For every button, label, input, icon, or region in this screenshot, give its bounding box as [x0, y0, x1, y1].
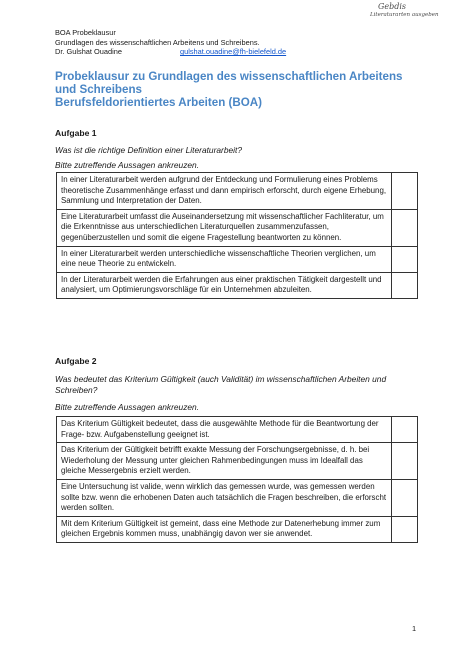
aufgabe-1-answer-table	[56, 172, 418, 299]
handwritten-note	[370, 3, 474, 18]
answer-text: Eine Untersuchung ist valide, wenn wirklich das gemessen wurde, was gemessen werden sollte bzw. wenn die erhobenen Daten auch tatsächlich die Fragen beschreiben, die erforscht werden sollten.	[57, 479, 392, 516]
answer-checkbox[interactable]	[392, 443, 418, 480]
answer-text: Eine Literaturarbeit umfasst die Auseinandersetzung mit wissenschaftlicher Fachliteratur, um die Erkenntnisse aus unterschiedlichen Literaturquellen zusammenzufassen, gegenüberzustellen und somit die eigene Fragestellung beantworten zu können.	[57, 209, 392, 246]
answer-row	[57, 246, 418, 272]
subject-line: Grundlagen des wissenschaftlichen Arbeitens und Schreibens.	[55, 37, 260, 47]
answer-checkbox[interactable]	[392, 516, 418, 542]
aufgabe-1-question: Was ist die richtige Definition einer Literaturarbeit?	[55, 145, 242, 155]
aufgabe-2-question: Was bedeutet das Kriterium Gültigkeit (auch Validität) im wissenschaftlichen Arbeiten und Schreiben?	[55, 374, 387, 396]
lecturer-row	[55, 47, 287, 57]
aufgabe-1-heading: Aufgabe 1	[55, 128, 97, 138]
answer-text: Das Kriterium der Gültigkeit betrifft exakte Messung der Forschungsergebnisse, d. h. bei Wiederholung der Messung unter gleichen Rahmenbedingungen muss im Idealfall das gleiche Messergebnis erzielt werden.	[57, 443, 392, 480]
answer-checkbox[interactable]	[392, 246, 418, 272]
page-number: 1	[412, 624, 417, 633]
answer-row	[57, 479, 418, 516]
handwritten-note-line-1: Gebdis	[378, 2, 407, 11]
course-name: BOA Probeklausur	[55, 28, 116, 37]
lecturer-name: Dr. Gulshat Ouadine	[55, 47, 122, 57]
aufgabe-2-instruction: Bitte zutreffende Aussagen ankreuzen.	[55, 402, 200, 412]
sub-title: Berufsfeldorientiertes Arbeiten (BOA)	[55, 96, 263, 110]
aufgabe-1-instruction: Bitte zutreffende Aussagen ankreuzen.	[55, 160, 200, 170]
answer-text: Mit dem Kriterium Gültigkeit ist gemeint, dass eine Methode zur Datenerhebung immer zum gleichen Ergebnis kommen muss, unabhängig davon wer sie anwendet.	[57, 516, 392, 542]
answer-text: In einer Literaturarbeit werden unterschiedliche wissenschaftliche Theorien verglichen, um eine neue Theorie zu entwickeln.	[57, 246, 392, 272]
aufgabe-2-heading: Aufgabe 2	[55, 356, 97, 366]
answer-checkbox[interactable]	[392, 479, 418, 516]
document-header	[55, 28, 287, 57]
answer-checkbox[interactable]	[392, 173, 418, 210]
answer-text: In einer Literaturarbeit werden aufgrund der Entdeckung und Formulierung eines Problems theoretische Zusammenhänge erfasst und dann empirisch erforscht, durch eigene Erhebung, Sammlung und Interpretation der Daten.	[57, 173, 392, 210]
answer-row	[57, 516, 418, 542]
answer-row	[57, 173, 418, 210]
answer-text: In der Literaturarbeit werden die Erfahrungen aus einer praktischen Tätigkeit dargestellt und analysiert, um Optimierungsvorschläge für ein Unternehmen abzuleiten.	[57, 272, 392, 298]
answer-checkbox[interactable]	[392, 209, 418, 246]
answer-row	[57, 417, 418, 443]
document-title	[55, 70, 415, 110]
handwritten-note-line-2: Literaturarten ausgeben	[370, 11, 439, 18]
main-title: Probeklausur zu Grundlagen des wissenschaftlichen Arbeitens und Schreibens	[55, 70, 403, 97]
answer-row	[57, 272, 418, 298]
aufgabe-2-answer-table	[56, 416, 418, 543]
lecturer-email-link[interactable]: gulshat.ouadine@fh-bielefeld.de	[180, 47, 287, 57]
answer-checkbox[interactable]	[392, 272, 418, 298]
answer-row	[57, 443, 418, 480]
answer-text: Das Kriterium Gültigkeit bedeutet, dass die ausgewählte Methode für die Beantwortung der Frage- bzw. Aufgabenstellung geeignet ist.	[57, 417, 392, 443]
answer-checkbox[interactable]	[392, 417, 418, 443]
answer-row	[57, 209, 418, 246]
